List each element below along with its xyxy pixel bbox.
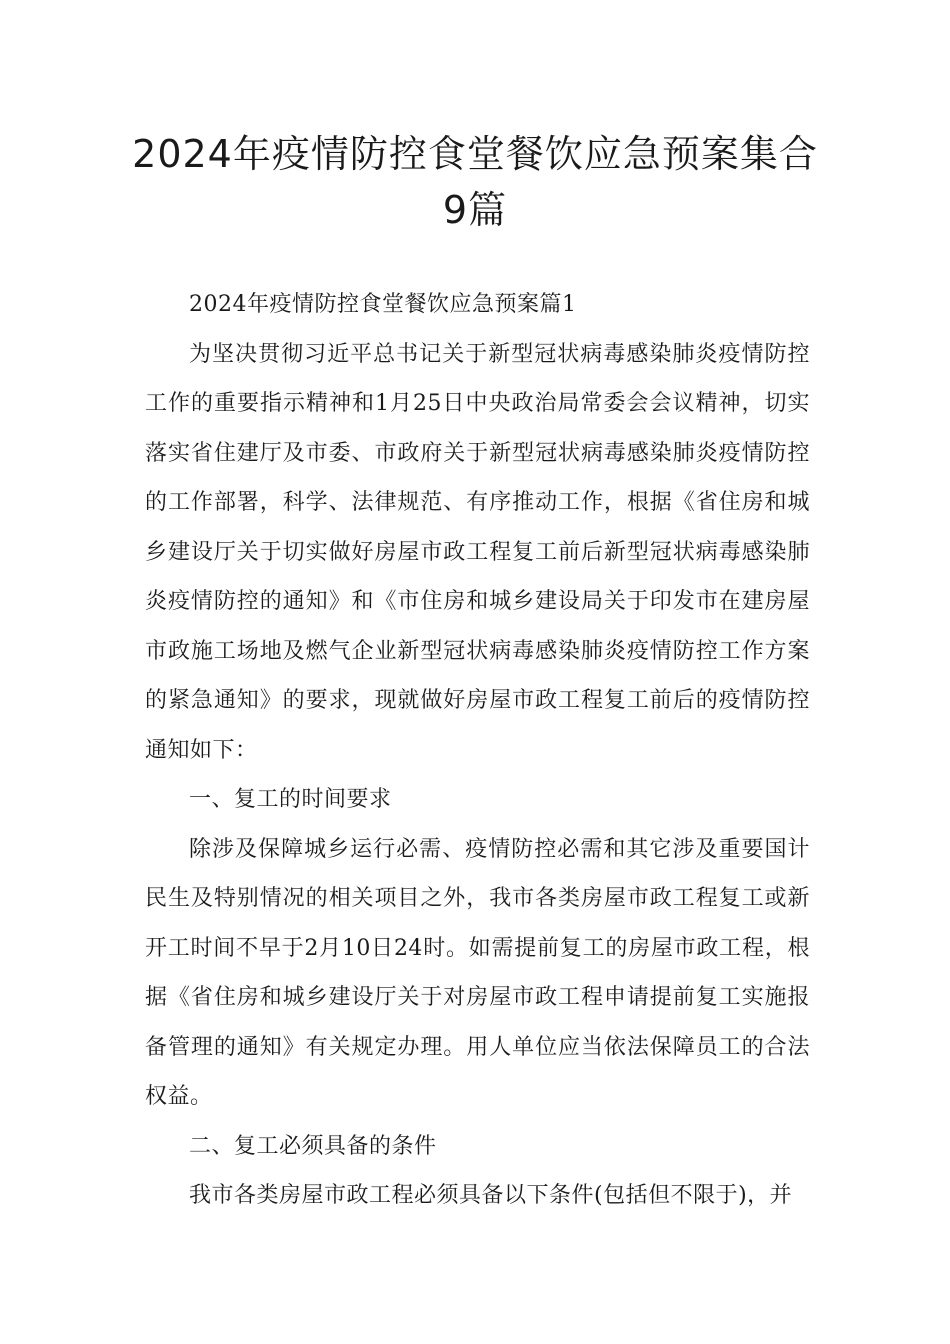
section-heading-resume-conditions: 二、复工必须具备的条件 — [189, 1133, 437, 1159]
paragraph-resume-conditions: 我市各类房屋市政工程必须具备以下条件(包括但不限于)，并 — [189, 1183, 793, 1208]
paragraph-intro: 为坚决贯彻习近平总书记关于新型冠状病毒感染肺炎疫情防控工作的重要指示精神和1月25日中央政治局常委会会议精神，切实落实省住建厅及市委、市政府关于新型冠状病毒感染肺炎疫情防控的工作部署，科学、法律规范、有序推动工作，根据《省住房和城乡建设厅关于切实做好房屋市政工程复工前后新型冠状病毒感染肺炎疫情防控的通知》和《市住房和城乡建设局关于印发市在建房屋市政施工场地及燃气企业新型冠状病毒感染肺炎疫情防控工作方案的紧急通知》的要求，现就做好房屋市政工程复工前后的疫情防控通知如下： — [145, 341, 810, 763]
section-heading-resume-time: 一、复工的时间要求 — [189, 787, 392, 812]
document-body — [145, 280, 810, 1221]
document-title-line-2: 9篇 — [442, 188, 508, 232]
document-title-line-1: 2024年疫情防控食堂餐饮应急预案集合 — [132, 132, 818, 176]
document-title — [120, 126, 830, 238]
section-heading-plan-1: 2024年疫情防控食堂餐饮应急预案篇1 — [189, 292, 577, 317]
paragraph-resume-time: 除涉及保障城乡运行必需、疫情防控必需和其它涉及重要国计民生及特别情况的相关项目之外，我市各类房屋市政工程复工或新开工时间不早于2月10日24时。如需提前复工的房屋市政工程，根据《省住房和城乡建设厅关于对房屋市政工程申请提前复工实施报备管理的通知》有关规定办理。用人单位应当依法保障员工的合法权益。 — [145, 836, 810, 1109]
